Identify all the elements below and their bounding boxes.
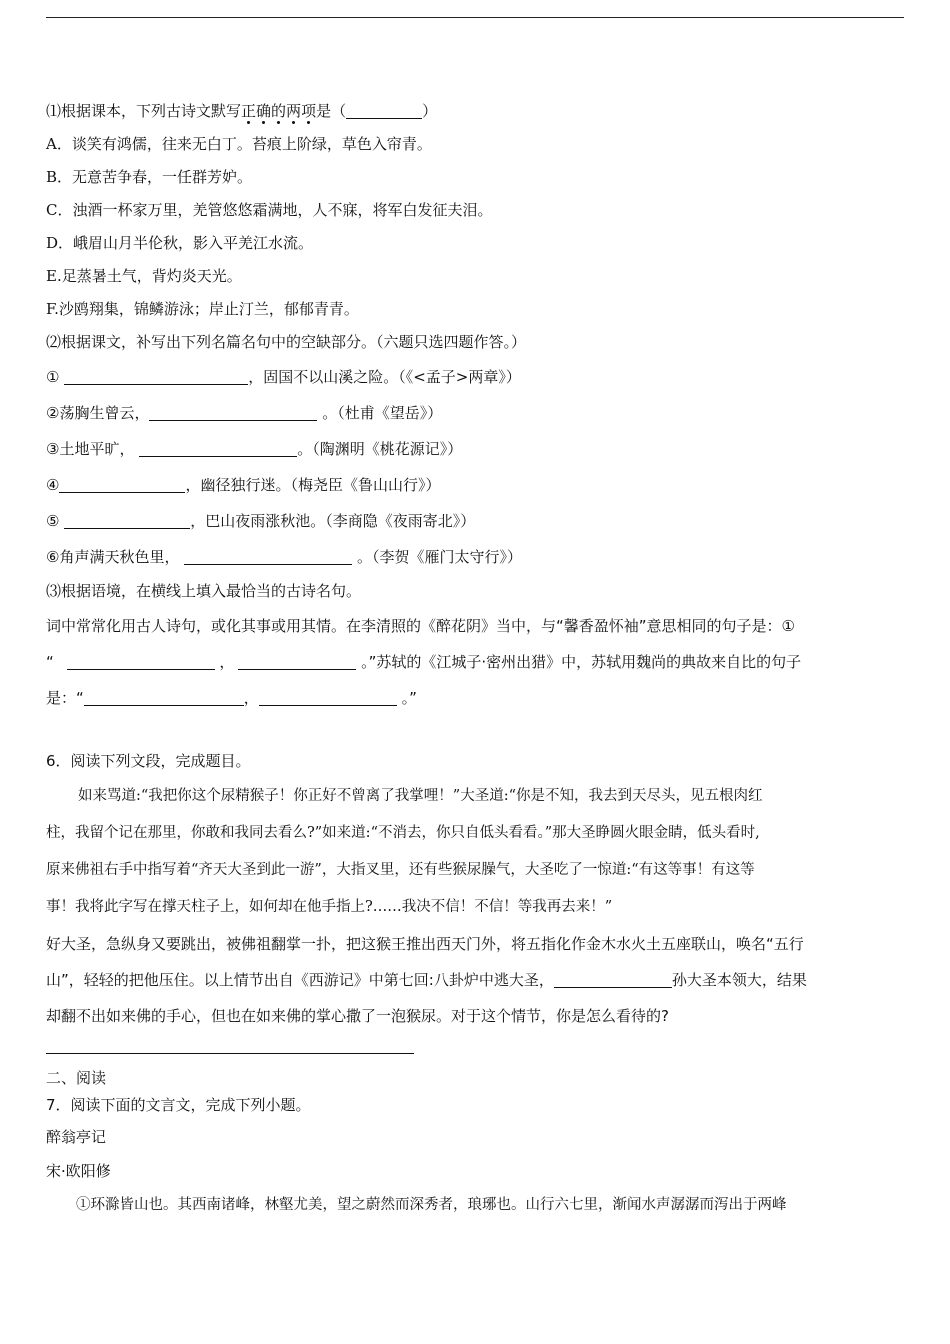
fill-item-2: ②荡胸生曾云， 。（杜甫《望岳》） (46, 404, 443, 422)
emphasis-char: 正 (241, 102, 257, 120)
passage-line: 原来佛祖右手中指写着“齐天大圣到此一游”，大指叉里，还有些猴尿臊气，大圣吃了一惊道:“有这等事！有这等 (46, 862, 755, 878)
sub1-text: ） (422, 102, 438, 120)
q6-question (46, 926, 908, 1034)
answer-blank[interactable] (259, 689, 397, 706)
answer-blank[interactable] (554, 971, 672, 988)
emphasis-char: 项 (301, 102, 317, 120)
q7-title: 7．阅读下面的文言文，完成下列小题。 (46, 1096, 311, 1114)
answer-blank[interactable] (238, 653, 356, 670)
answer-blank[interactable] (139, 440, 297, 457)
passage-line: 却翻不出如来佛的手心，但也在如来佛的掌心撒了一泡猴尿。对于这个情节，你是怎么看待的? (46, 1007, 669, 1025)
fill-item-5: ⑤ ，巴山夜雨涨秋池。（李商隐《夜雨寄北》） (46, 512, 476, 530)
answer-blank[interactable] (64, 368, 248, 385)
option-a: A．谈笑有鸿儒，往来无白丁。苔痕上阶绿，草色入帘青。 (46, 135, 432, 153)
answer-blank[interactable] (67, 653, 215, 670)
option-c: C．浊酒一杯家万里，羌管悠悠霜满地，人不寐，将军白发征夫泪。 (46, 201, 493, 219)
q5-sub3-title: ⑶根据语境，在横线上填入最恰当的古诗名句。 (46, 582, 362, 600)
fill-item-3: ③土地平旷， 。（陶渊明《桃花源记》） (46, 440, 463, 458)
option-b: B．无意苦争春，一任群芳妒。 (46, 168, 253, 186)
q5-sub3-line2: “ ， 。”苏轼的《江城子·密州出猎》中，苏轼用魏尚的典故来自比的句子 (46, 653, 802, 671)
answer-blank[interactable] (346, 102, 422, 119)
option-d: D．峨眉山月半伦秋，影入平羌江水流。 (46, 234, 314, 252)
answer-blank[interactable] (149, 404, 317, 421)
essay-title: 醉翁亭记 (46, 1128, 107, 1146)
passage-line: 如来骂道:“我把你这个尿精猴子！你正好不曾离了我掌哩！”大圣道:“你是不知，我去到天尽头，见五根肉红 (78, 788, 763, 804)
q5-sub1-prompt (46, 95, 908, 128)
answer-blank[interactable] (64, 512, 190, 529)
q6-passage (46, 778, 908, 926)
sub1-text: ⑴根据课本，下列古诗文默写 (46, 102, 242, 120)
answer-blank[interactable] (59, 476, 185, 493)
q6-title: 6．阅读下列文段，完成题目。 (46, 752, 251, 770)
fill-item-4: ④ ，幽径独行迷。（梅尧臣《鲁山山行》） (46, 476, 441, 494)
sub1-text: 是（ (316, 102, 347, 120)
emphasis-char: 的 (271, 102, 287, 120)
passage-line: 山”，轻轻的把他压住。以上情节出自《西游记》中第七回:八卦炉中逃大圣， 孙大圣本领大，结果 (46, 971, 807, 989)
option-f: F.沙鸥翔集，锦鳞游泳；岸止汀兰，郁郁青青。 (46, 300, 359, 318)
answer-blank[interactable] (84, 689, 244, 706)
fill-item-6: ⑥角声满天秋色里， 。（李贺《雁门太守行》） (46, 548, 522, 566)
q5-sub3-line3: 是：“ ， 。” (46, 689, 417, 707)
q5-sub3-line1: 词中常常化用古人诗句，或化其事或用其情。在李清照的《醉花阴》当中，与“馨香盈怀袖”意思相同的句子是：① (46, 617, 795, 635)
q5-sub2-title: ⑵根据课文，补写出下列名篇名句中的空缺部分。（六题只选四题作答。） (46, 333, 527, 351)
essay-author: 宋·欧阳修 (46, 1162, 111, 1180)
answer-line[interactable] (46, 1053, 414, 1054)
document-page (46, 95, 908, 1222)
passage-line: 柱，我留个记在那里，你敢和我同去看么?”如来道:“不消去，你只自低头看看。”那大圣睁圆火眼金睛，低头看时, (46, 825, 760, 841)
passage-line: 事！我将此字写在撑天柱子上，如何却在他手指上?……我决不信！不信！等我再去来！” (46, 899, 613, 915)
emphasis-char: 两 (286, 102, 302, 120)
header-rule (46, 17, 904, 18)
essay-first-line: ①环滁皆山也。其西南诸峰，林壑尤美，望之蔚然而深秀者，琅琊也。山行六七里，渐闻水声潺潺而泻出于两峰 (76, 1197, 787, 1213)
answer-blank[interactable] (184, 548, 352, 565)
emphasis-char: 确 (256, 102, 272, 120)
fill-item-1: ① ，固国不以山溪之险。（《<孟子>两章》） (46, 368, 521, 386)
option-e: E.足蒸暑土气，背灼炎天光。 (46, 267, 242, 285)
passage-line: 好大圣，急纵身又要跳出，被佛祖翻掌一扑，把这猴王推出西天门外，将五指化作金木水火土五座联山，唤名“五行 (46, 935, 804, 953)
section-title: 二、阅读 (46, 1069, 107, 1087)
